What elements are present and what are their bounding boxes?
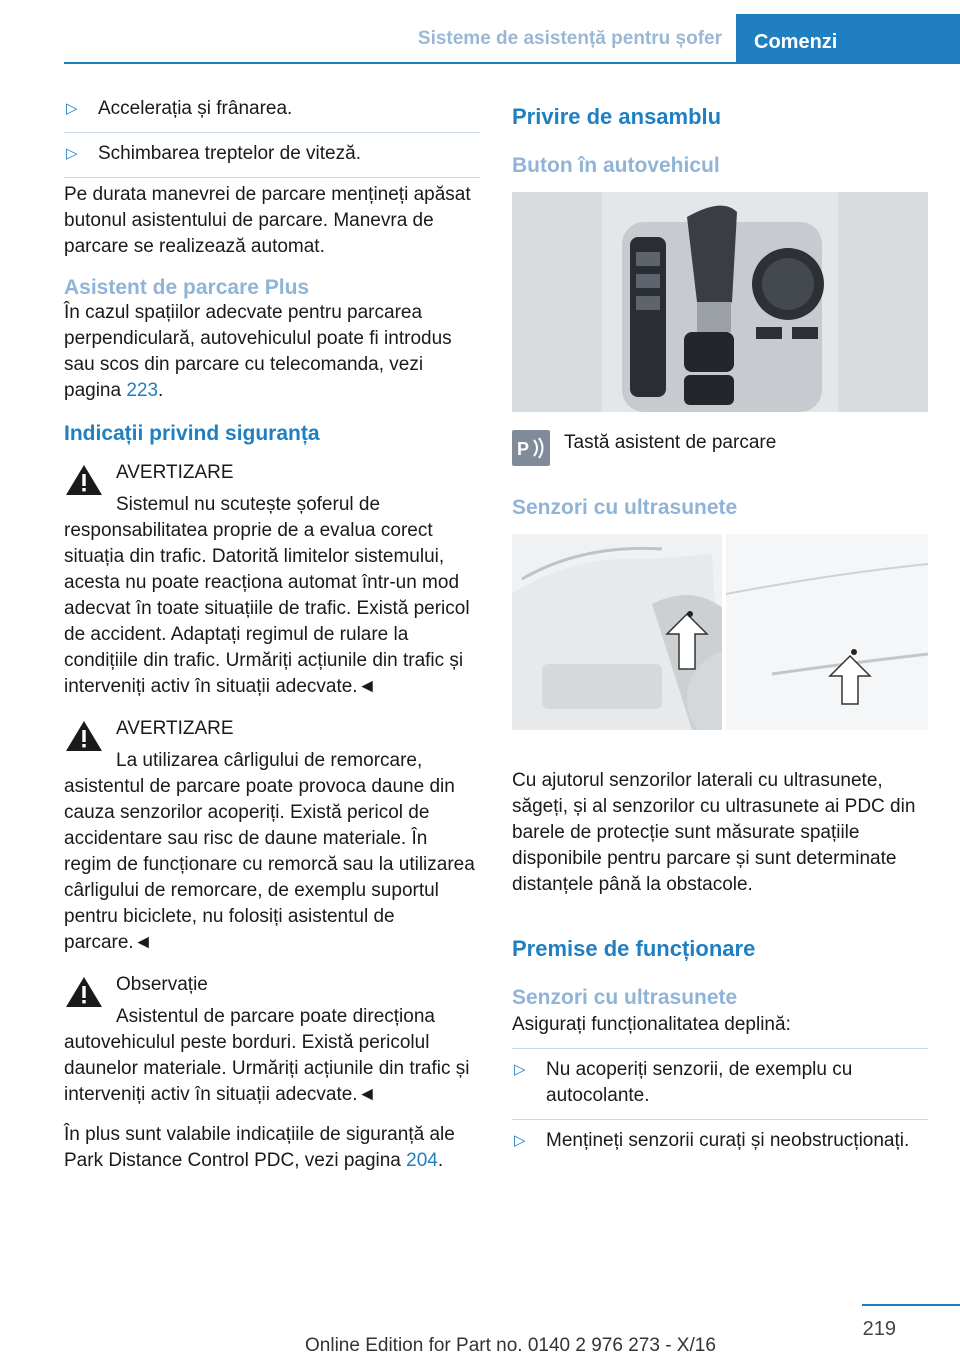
edition-note: Online Edition for Part no. 0140 2 976 273 - X/16 [305,1335,716,1356]
left-column [64,96,480,1174]
paragraph: Pe durata manevrei de parcare mențineți apăsat butonul asistentului de parcare. Manevra de parcare se realizează automat. [64,177,480,260]
bullet-triangle-icon: ▷ [514,1132,526,1149]
section-heading: Premise de funcționare [512,936,756,961]
warning-label: AVERTIZARE [116,718,234,739]
page-number: 219 [862,1318,896,1340]
section-heading: Privire de ansamblu [512,104,722,129]
header-chapter-tab[interactable]: Comenzi [736,14,960,62]
center-console-photo [512,192,928,412]
legend-label: Tastă asistent de parcare [564,432,777,453]
warning-text: La utilizarea cârligului de remorcare, asistentul de parcare poate provoca daune din cauza senzorilor acoperiți. Există pericol de accidentare sau risc de daune materiale. În regim de funcționare cu remorcă sau la utilizarea cârligului de remorcare, de exemplu suportul pentru biciclete, nu folosiți asistentul de parcare.◄ [64,750,475,953]
list-item: ▷ Schimbarea treptelor de viteză. [64,132,480,167]
parking-assistant-button-icon [512,430,550,466]
warning-block [64,716,480,956]
svg-text:P: P [517,439,530,459]
list-item: ▷ Accelerația și frânarea. [64,96,480,122]
warning-icon [64,462,104,498]
ultrasonic-sensor-photo [512,534,928,730]
paragraph: În plus sunt valabile indicațiile de siguranță ale Park Distance Control PDC, vezi pagina 204. [64,1124,455,1171]
header-section-title: Sisteme de asistență pentru șofer [417,28,722,49]
section-heading: Indicații privind siguranța [64,422,320,445]
subsection-heading: Senzori cu ultrasunete [512,496,738,519]
note-text: Asistentul de parcare poate direcționa autovehiculul peste borduri. Există pericolul daunelor materiale. Urmăriți acțiunile din trafic și interveniți activ în situații adecvate.◄ [64,1006,470,1105]
list-item: ▷ Nu acoperiți senzorii, de exemplu cu autocolante. [512,1048,928,1109]
bullet-triangle-icon: ▷ [66,145,78,162]
section-heading: Asistent de parcare Plus [64,276,310,299]
footer-rule [862,1304,960,1306]
bullet-triangle-icon: ▷ [514,1061,526,1078]
note-label: Observație [116,974,208,995]
subsection-heading: Buton în autovehicul [512,154,720,177]
note-block [64,972,480,1108]
warning-block [64,460,480,700]
header-rule [64,62,960,64]
legend-item [512,430,928,459]
paragraph: În cazul spațiilor adecvate pentru parcarea perpendiculară, autovehiculul poate fi introdus sau scos din parcare cu telecomanda, vezi pagina 223. [64,302,452,401]
paragraph: Cu ajutorul senzorilor laterali cu ultrasunete, săgeți, și al senzorilor cu ultrasunete ai PDC din barele de protecție sunt măsurate spațiile disponibile pentru parcare și sunt determinate distanțele până la obstacole. [512,770,916,895]
page-link[interactable]: 223 [126,380,159,401]
paragraph: Asigurați funcționalitatea deplină: [512,1014,791,1035]
subsection-heading: Senzori cu ultrasunete [512,986,738,1009]
warning-label: AVERTIZARE [116,462,234,483]
page-link[interactable]: 204 [406,1150,438,1171]
warning-icon [64,718,104,754]
list-item: ▷ Mențineți senzorii curați și neobstrucționați. [512,1119,928,1154]
right-column [512,96,928,1164]
note-icon [64,974,104,1010]
warning-text: Sistemul nu scutește șoferul de responsabilitatea proprie de a evalua corect situația din trafic. Datorită limitelor sistemului, acesta nu poate reacționa automat într-un mod adecvat în toate situațiile de trafic. Există pericol de accident. Adaptați regimul de rulare la condițiile din trafic. Urmăriți acțiunile din trafic și interveniți activ în situații adecvate.◄ [64,494,470,697]
bullet-triangle-icon: ▷ [66,100,78,117]
